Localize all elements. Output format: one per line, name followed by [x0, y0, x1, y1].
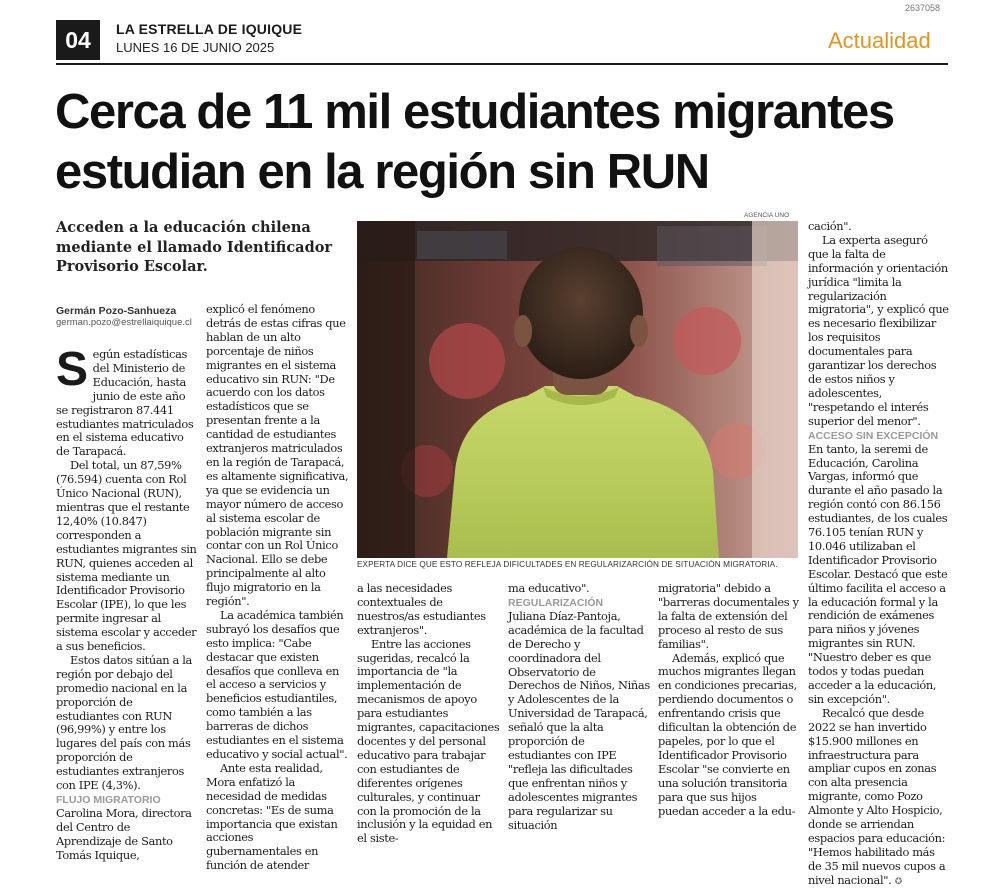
headline-line-2: estudian en la región sin RUN: [55, 145, 709, 199]
paragraph: Estos datos sitúan a la región por debajo del promedio nacional en la proporción de estudiantes con RUN (96,99%) y entre los lugares del país con más proporción de estudiantes extranjeros con IPE (4,3%).: [56, 652, 192, 793]
paragraph: [808, 707, 950, 890]
paragraph-text: egún estadísticas del Ministerio de Educación, hasta junio de este año se registraron 87.441 estudiantes matriculados en el sistema educativo de Tarapacá.: [56, 347, 194, 459]
paragraph: Entre las acciones sugeridas, recalcó la importancia de "la implementación de mecanismos de apoyo para estudiantes migrantes, capacitaciones docentes y del personal educativo para trabajar con estudiantes de diferentes orígenes culturales, y continuar con la promoción de la inclusión y la equidad en el siste-: [357, 636, 500, 846]
subheading: REGULARIZACIÓN: [508, 596, 604, 609]
photo-caption: EXPERTA DICE QUE ESTO REFLEJA DIFICULTADES EN REGULARIZARCIÓN DE SITUACIÓN MIGRATORIA.: [357, 560, 778, 569]
end-mark-icon: ✪: [894, 876, 902, 887]
paragraph: Carolina Mora, directora del Centro de Aprendizaje de Santo Tomás Iquique,: [56, 806, 192, 862]
subheading: ACCESO SIN EXCEPCIÓN: [808, 429, 939, 442]
paragraph: ma educativo".: [508, 581, 590, 595]
article-column-1: [56, 343, 198, 862]
lead-paragraph: [56, 218, 346, 277]
paragraph: Juliana Díaz-Pantoja, académica de la facultad de Derecho y coordinadora del Observatorio de Derechos de Niños, Niñas y Adolescentes de la Universidad de Tarapacá, señaló que la alta proporción de estudiantes con IPE "refleja las dificultades que enfrentan niños y adolescentes migrantes para regularizar su situación: [508, 608, 650, 832]
subheading: FLUJO MIGRATORIO: [56, 794, 161, 806]
paragraph: Además, explicó que muchos migrantes llegan en condiciones precarias, perdiendo documentos o enfrentando crisis que dificultan la obtención de papeles, por lo que el Identificador Provisorio Escolar "se convierte en una solución transitoria para que sus hijos puedan acceder a la edu-: [658, 650, 797, 818]
article-column-2: [206, 302, 349, 873]
headline-line-1: Cerca de 11 mil estudiantes migrantes: [55, 85, 894, 139]
paragraph: cación".: [808, 219, 852, 233]
lead-line-3: Provisorio Escolar.: [56, 258, 208, 275]
article-column-3: [357, 581, 500, 846]
author-name: Germán Pozo-Sanhueza: [56, 305, 177, 317]
article-column-4: [508, 581, 650, 832]
page-id-stamp: 2637058: [905, 3, 941, 13]
author-email: german.pozo@estrellaiquique.cl: [56, 317, 192, 328]
section-label: Actualidad: [828, 28, 931, 53]
paragraph: explicó el fenómeno detrás de estas cifras que hablan de un alto porcentaje de niños migrantes en el sistema educativo sin RUN: "De acuerdo con los datos estadísticos que se presentan frente a la cantidad de estudiantes extranjeros matriculados en la región de Tarapacá, es altamente significativa, ya que se evidencia un mayor número de acceso al sistema escolar de población migrante sin contar con un Rol Único Nacional. Ello se debe principalmente al alto flujo migratorio en la región".: [206, 302, 349, 609]
article-column-5: [658, 581, 800, 818]
child-from-behind-illustration: [357, 221, 798, 558]
header-rule: [56, 63, 948, 65]
headline: [55, 82, 945, 202]
publication-date: LUNES 16 DE JUNIO 2025: [116, 40, 275, 55]
paragraph-text: Recalcó que desde 2022 se han invertido $15.900 millones en infraestructura para ampliar cupos en zonas con alta presencia migrante, como Pozo Almonte y Alto Hospicio, donde se arriendan espacios para educación: "Hemos habilitado más de 35 mil nuevos cupos a nivel nacional".: [808, 705, 946, 887]
lead-line-1: Acceden a la educación chilena: [56, 219, 311, 236]
newspaper-name: LA ESTRELLA DE IQUIQUE: [116, 21, 303, 37]
article-column-6: [808, 219, 950, 887]
paragraph: La académica también subrayó los desafíos que esto implica: "Cabe destacar que existen desafíos que conlleva en el acceso a servicios y beneficios estudiantiles, como también a las barreras de dichos estudiantes en el sistema educativo y social actual".: [206, 607, 348, 761]
paragraph: migratoria" debido a "barreras documentales y la falta de extensión del proceso al resto de sus familias".: [658, 581, 799, 651]
drop-cap: S: [56, 343, 88, 396]
page-number: 04: [56, 20, 100, 60]
article-photo: [357, 221, 798, 558]
paragraph: En tanto, la seremi de Educación, Carolina Vargas, informó que durante el año pasado la región contó con 86.156 estudiantes, de los cuales 76.105 tenían RUN y 10.046 utilizaban el Identificador Provisorio Escolar. Destacó que este último facilita el acceso a la educación formal y la rendición de exámenes para niños y jóvenes migrantes sin RUN. "Nuestro deber es que todos y todas puedan acceder a la educación, sin excepción".: [808, 441, 948, 706]
paragraph: a las necesidades contextuales de nuestros/as estudiantes extranjeros".: [357, 581, 486, 637]
paragraph: Ante esta realidad, Mora enfatizó la necesidad de medidas concretas: "Es de suma importancia que existan acciones gubernamentales en función de atender: [206, 760, 338, 873]
lead-line-2: mediante el llamado Identificador: [56, 238, 333, 256]
paragraph: [56, 343, 198, 459]
paragraph: Del total, un 87,59% (76.594) cuenta con Rol Único Nacional (RUN), mientras que el restante 12,40% (10.847) corresponden a estudiantes migrantes sin RUN, quienes acceden al sistema mediante un Identificador Provisorio Escolar (IPE), lo que les permite ingresar al sistema escolar y acceder a sus beneficios.: [56, 458, 197, 654]
paragraph: La experta aseguró que la falta de información y orientación jurídica "limita la regularización migratoria", y explicó que es necesario flexibilizar los requisitos documentales para garantizar los derechos de estos niños y adolescentes, "respetando el interés superior del menor".: [808, 232, 949, 428]
photo-credit: AGENCIA UNO: [744, 212, 790, 219]
